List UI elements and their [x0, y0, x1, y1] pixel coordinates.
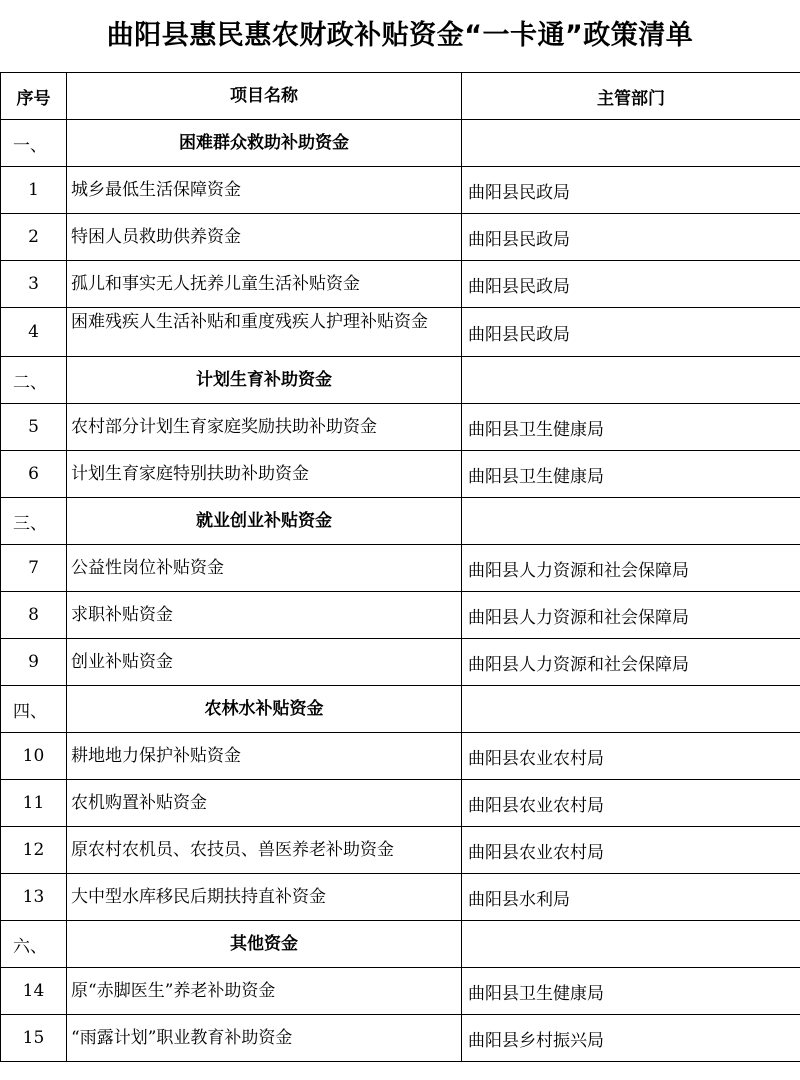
- department: 曲阳县卫生健康局: [462, 968, 800, 1015]
- header-name: 项目名称: [67, 73, 462, 120]
- project-name: 原“赤脚医生”养老补助资金: [67, 968, 462, 1015]
- table-row: [1, 404, 800, 451]
- table-row: [1, 733, 800, 780]
- project-name: 创业补贴资金: [67, 639, 462, 686]
- table-row: [1, 780, 800, 827]
- section-title: 农林水补贴资金: [67, 686, 462, 733]
- section-number: 二、: [1, 357, 67, 404]
- header-no: 序号: [1, 73, 67, 120]
- table-row: [1, 1015, 800, 1062]
- section-title: 计划生育补助资金: [67, 357, 462, 404]
- department: [462, 357, 800, 404]
- section-title: 就业创业补贴资金: [67, 498, 462, 545]
- project-name: 城乡最低生活保障资金: [67, 167, 462, 214]
- project-name: 农机购置补贴资金: [67, 780, 462, 827]
- department: 曲阳县人力资源和社会保障局: [462, 592, 800, 639]
- row-number: 13: [1, 874, 67, 921]
- row-number: 4: [1, 308, 67, 357]
- table-row: [1, 167, 800, 214]
- table-row: [1, 308, 800, 357]
- section-row: [1, 686, 800, 733]
- row-number: 7: [1, 545, 67, 592]
- section-number: 六、: [1, 921, 67, 968]
- table-row: [1, 592, 800, 639]
- table-header-row: [1, 73, 800, 120]
- section-number: 四、: [1, 686, 67, 733]
- row-number: 8: [1, 592, 67, 639]
- row-number: 1: [1, 167, 67, 214]
- project-name: 耕地地力保护补贴资金: [67, 733, 462, 780]
- table-row: [1, 639, 800, 686]
- header-dept: 主管部门: [462, 73, 800, 120]
- department: 曲阳县农业农村局: [462, 733, 800, 780]
- policy-table-body: [1, 73, 800, 1062]
- section-title: 其他资金: [67, 921, 462, 968]
- department: 曲阳县民政局: [462, 308, 800, 357]
- department: 曲阳县民政局: [462, 167, 800, 214]
- row-number: 12: [1, 827, 67, 874]
- section-number: 一、: [1, 120, 67, 167]
- section-row: [1, 120, 800, 167]
- table-row: [1, 451, 800, 498]
- department: 曲阳县人力资源和社会保障局: [462, 545, 800, 592]
- project-name: 计划生育家庭特别扶助补助资金: [67, 451, 462, 498]
- section-row: [1, 921, 800, 968]
- row-number: 9: [1, 639, 67, 686]
- row-number: 5: [1, 404, 67, 451]
- department: 曲阳县民政局: [462, 261, 800, 308]
- project-name: 原农村农机员、农技员、兽医养老补助资金: [67, 827, 462, 874]
- row-number: 3: [1, 261, 67, 308]
- project-name: 求职补贴资金: [67, 592, 462, 639]
- project-name: “雨露计划”职业教育补助资金: [67, 1015, 462, 1062]
- project-name: 农村部分计划生育家庭奖励扶助补助资金: [67, 404, 462, 451]
- policy-table: [0, 72, 800, 1062]
- row-number: 10: [1, 733, 67, 780]
- table-row: [1, 968, 800, 1015]
- row-number: 14: [1, 968, 67, 1015]
- project-name: 特困人员救助供养资金: [67, 214, 462, 261]
- project-name-text: 困难残疾人生活补贴和重度残疾人护理补贴资金: [71, 312, 428, 332]
- table-row: [1, 214, 800, 261]
- department: 曲阳县卫生健康局: [462, 451, 800, 498]
- row-number: 15: [1, 1015, 67, 1062]
- department: 曲阳县卫生健康局: [462, 404, 800, 451]
- section-row: [1, 357, 800, 404]
- department: 曲阳县乡村振兴局: [462, 1015, 800, 1062]
- table-row: [1, 545, 800, 592]
- section-row: [1, 498, 800, 545]
- department: 曲阳县农业农村局: [462, 827, 800, 874]
- section-number: 三、: [1, 498, 67, 545]
- project-name: [67, 308, 462, 357]
- table-row: [1, 874, 800, 921]
- department: [462, 120, 800, 167]
- table-row: [1, 827, 800, 874]
- department: 曲阳县人力资源和社会保障局: [462, 639, 800, 686]
- department: [462, 498, 800, 545]
- department: [462, 921, 800, 968]
- project-name: 公益性岗位补贴资金: [67, 545, 462, 592]
- project-name: 大中型水库移民后期扶持直补资金: [67, 874, 462, 921]
- department: 曲阳县水利局: [462, 874, 800, 921]
- department: 曲阳县农业农村局: [462, 780, 800, 827]
- table-row: [1, 261, 800, 308]
- section-title: 困难群众救助补助资金: [67, 120, 462, 167]
- row-number: 2: [1, 214, 67, 261]
- department: [462, 686, 800, 733]
- row-number: 6: [1, 451, 67, 498]
- row-number: 11: [1, 780, 67, 827]
- page-title: 曲阳县惠民惠农财政补贴资金“一卡通”政策清单: [106, 20, 694, 51]
- project-name: 孤儿和事实无人抚养儿童生活补贴资金: [67, 261, 462, 308]
- department: 曲阳县民政局: [462, 214, 800, 261]
